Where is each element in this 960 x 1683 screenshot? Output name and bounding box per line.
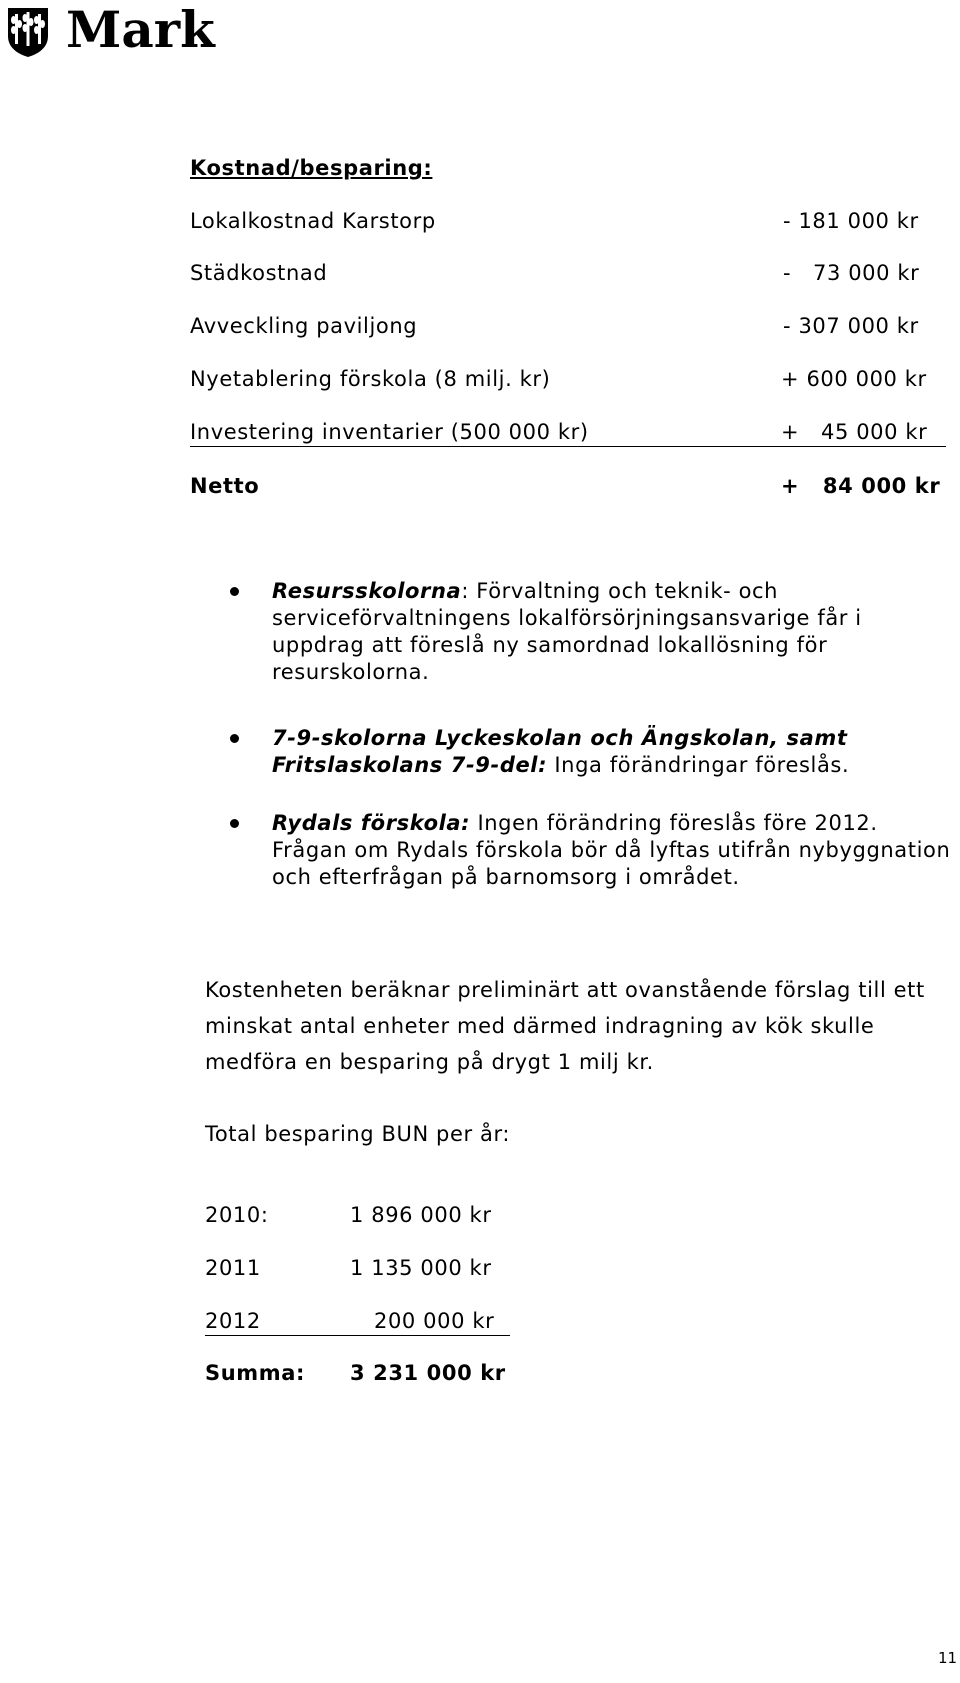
cost-amount: + 45 000 kr <box>781 420 928 444</box>
cost-heading: Kostnad/besparing: <box>190 156 433 180</box>
cost-amount: + 600 000 kr <box>781 367 927 391</box>
bullet-text <box>272 578 952 686</box>
bullet-body: : Förvaltning och teknik- och serviceförvaltningens lokalförsörjningsansvarige får i uppdrag att föreslå ny samordnad lokallösning för resurskolorna. <box>272 579 862 684</box>
cost-label: Avveckling paviljong <box>190 314 418 338</box>
year-amount: 1 896 000 kr <box>350 1203 492 1227</box>
year-label: 2012 <box>205 1309 261 1333</box>
cost-amount: - 181 000 kr <box>783 209 919 233</box>
net-amount: + 84 000 kr <box>781 474 941 498</box>
cost-label: Lokalkostnad Karstorp <box>190 209 436 233</box>
cost-label: Städkostnad <box>190 261 328 285</box>
coat-of-arms-icon <box>6 6 50 58</box>
cost-amount: - 73 000 kr <box>783 261 920 285</box>
year-amount: 200 000 kr <box>374 1309 495 1333</box>
year-label: 2011 <box>205 1256 261 1280</box>
bullet-body: Ingen förändring föreslås före 2012. Frågan om Rydals förskola bör då lyftas utifrån nybyggnation och efterfrågan på barnomsorg i området. <box>272 811 951 889</box>
bullet-text <box>272 810 952 891</box>
bullet-title: Resursskolorna <box>272 579 462 603</box>
bullet-dot-icon <box>230 734 239 743</box>
bullet-dot-icon <box>230 587 239 596</box>
bullet-title: Rydals förskola: <box>272 811 471 835</box>
summary-paragraph: Kostenheten beräknar preliminärt att ovanstående förslag till ett minskat antal enheter med därmed indragning av kök skulle medföra en besparing på drygt 1 milj kr. <box>205 978 925 1074</box>
net-label: Netto <box>190 474 260 498</box>
bullet-dot-icon <box>230 819 239 828</box>
bullet-text <box>272 725 952 779</box>
total-label: Total besparing BUN per år: <box>205 1122 511 1146</box>
cost-amount: - 307 000 kr <box>783 314 919 338</box>
bullet-title: 7-9-skolorna Lyckeskolan och Ängskolan, samt Fritslaskolans 7-9-del: <box>272 726 848 777</box>
sum-divider <box>190 446 946 447</box>
bullet-body: Inga förändringar föreslås. <box>547 753 850 777</box>
page-number: 11 <box>938 1649 958 1667</box>
year-amount: 1 135 000 kr <box>350 1256 492 1280</box>
cost-label: Nyetablering förskola (8 milj. kr) <box>190 367 551 391</box>
logo-wordmark: Mark <box>66 0 215 59</box>
sum-amount: 3 231 000 kr <box>350 1361 506 1385</box>
cost-label: Investering inventarier (500 000 kr) <box>190 420 589 444</box>
totals-divider <box>205 1335 510 1336</box>
sum-label: Summa: <box>205 1361 306 1385</box>
year-label: 2010: <box>205 1203 269 1227</box>
